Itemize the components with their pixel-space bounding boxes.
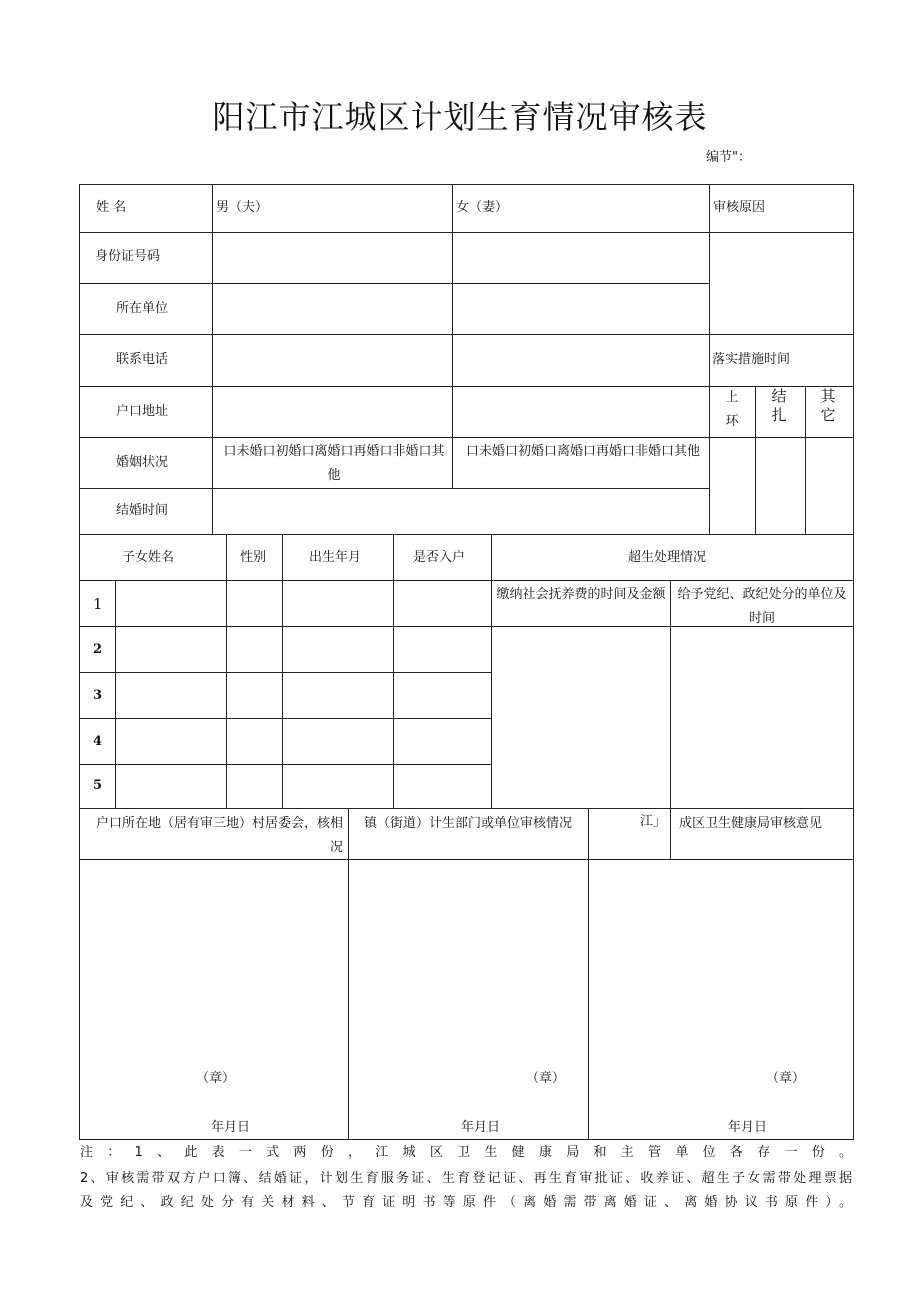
date-label: 年月日: [728, 1120, 768, 1135]
social-fee-header: 缴纳社会抚养费的时间及金额: [496, 587, 666, 602]
name-label: 姓 名: [96, 200, 127, 215]
marital-status-label: 婚姻状况: [116, 455, 169, 470]
marriage-date-label: 结婚时间: [116, 503, 169, 518]
husband-header: 男（夫）: [216, 200, 269, 215]
village-review-header: 户口所在地（居有审三地）村居委会，核相况: [95, 816, 343, 855]
measure-ligation-label: 结扎: [771, 387, 787, 424]
page-title: 阳江市江城区计划生育情况审核表: [212, 98, 708, 136]
date-label: 年月日: [211, 1120, 251, 1135]
note-line-2: 2、审核需带双方户口簿、结婚证，计划生育服务证、生育登记证、再生育审批证、收养证、超生子女需带处理票据: [80, 1171, 852, 1186]
child-gender-header: 性别: [240, 550, 267, 565]
note-line-1: 注：1、此表一式两份，江城区卫生健康局和主管单位各存一份。: [80, 1145, 852, 1160]
town-review-header: 镇（街道）计生部门或单位审核情况: [363, 816, 572, 831]
district-review-header: 成区卫生健康局审核意见: [679, 816, 823, 831]
seal-label: （章）: [526, 1071, 566, 1086]
child-birth-header: 出生年月: [309, 550, 362, 565]
wife-header: 女（妻）: [456, 200, 509, 215]
child-registered-header: 是否入户: [413, 550, 466, 565]
marital-options-husband: 口未婚口初婚口离婚口再婚口非婚口其他: [223, 444, 445, 483]
date-label: 年月日: [461, 1120, 501, 1135]
child-row-number: 5: [93, 778, 103, 793]
note-line-3: 及党纪、政纪处分有关材料、节育证明书等原件（离婚需带离婚证、离婚协议书原件）。: [80, 1195, 852, 1210]
child-row-number: 3: [93, 688, 103, 703]
phone-label: 联系电话: [116, 352, 169, 367]
district-review-header-prefix: 江」: [640, 814, 667, 829]
id-number-label: 身份证号码: [95, 249, 161, 264]
child-name-header: 子女姓名: [122, 550, 175, 565]
measure-iud-label: 上环: [725, 390, 739, 429]
marital-options-wife: 口未婚口初婚口离婚口再婚口非婚口其他: [465, 444, 700, 459]
discipline-header: 给予党纪、政纪处分的单位及时间: [677, 587, 847, 626]
hukou-address-label: 户口地址: [116, 404, 169, 419]
seal-label: （章）: [196, 1071, 236, 1086]
seal-label: （章）: [766, 1071, 806, 1086]
measure-time-label: 落实措施时间: [712, 352, 791, 367]
child-row-number: 4: [93, 734, 103, 749]
serial-number-label: 编节"：: [706, 150, 751, 165]
review-reason-label: 审核原因: [713, 200, 766, 215]
measure-other-label: 其它: [820, 387, 836, 424]
child-row-number: 1: [93, 595, 103, 613]
child-row-number: 2: [93, 642, 103, 657]
employer-label: 所在单位: [116, 301, 169, 316]
excess-birth-header: 超生处理情况: [628, 550, 707, 565]
